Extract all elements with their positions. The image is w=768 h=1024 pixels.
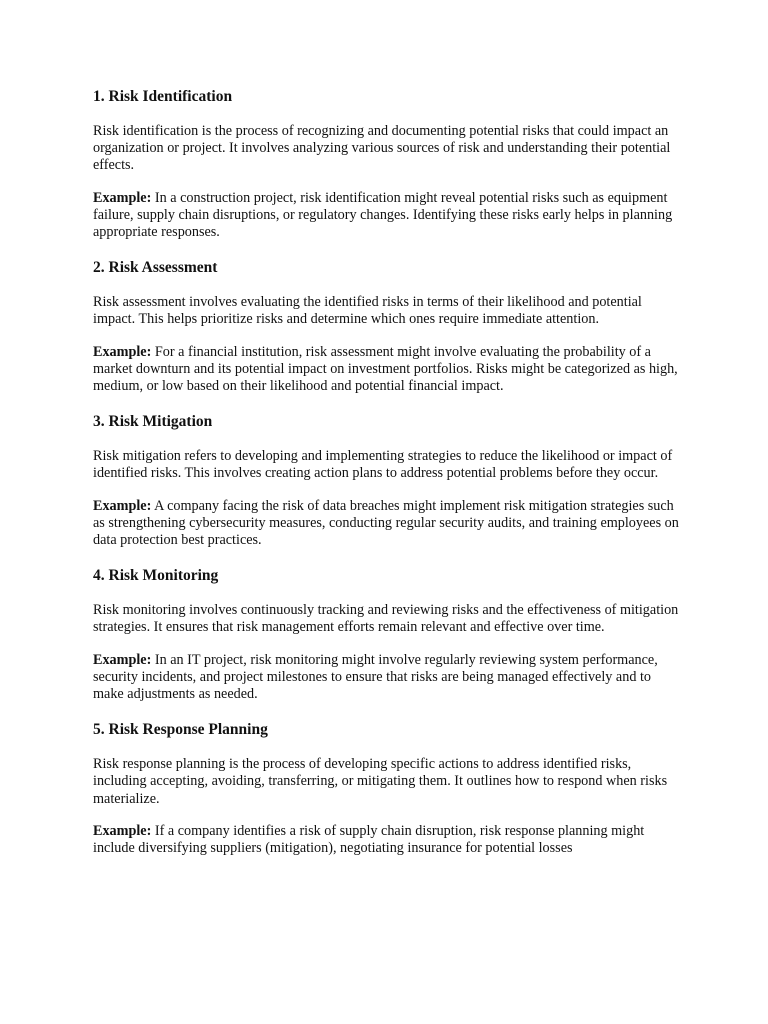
example-label: Example: bbox=[93, 651, 152, 668]
section-body: Risk assessment involves evaluating the identified risks in terms of their likelihood and potential impact. This helps prioritize risks and determine which ones require immediate attention. bbox=[93, 294, 642, 328]
example-label: Example: bbox=[93, 822, 152, 839]
document-page bbox=[93, 86, 683, 857]
example-paragraph bbox=[93, 498, 683, 550]
example-text: In a construction project, risk identification might reveal potential risks such as equipment failure, supply chain disruptions, or regulatory changes. Identifying these risks early helps in planning appropriate responses. bbox=[93, 189, 673, 241]
section-body: Risk monitoring involves continuously tracking and reviewing risks and the effectiveness of mitigation strategies. It ensures that risk management efforts remain relevant and effective over time. bbox=[93, 602, 679, 636]
example-text: For a financial institution, risk assessment might involve evaluating the probability of a market downturn and its potential impact on investment portfolios. Risks might be categorized as high, medium, or low based on their likelihood and potential financial impact. bbox=[93, 343, 678, 395]
example-label: Example: bbox=[93, 189, 152, 206]
example-paragraph bbox=[93, 823, 683, 857]
example-text: In an IT project, risk monitoring might involve regularly reviewing system performance, security incidents, and project milestones to ensure that risks are being managed effectively and to make adjustments as needed. bbox=[93, 651, 658, 703]
section-heading: 2. Risk Assessment bbox=[93, 259, 218, 277]
section-body: Risk mitigation refers to developing and implementing strategies to reduce the likelihood or impact of identified risks. This involves creating action plans to address potential problems before they occur. bbox=[93, 448, 673, 482]
section-heading: 1. Risk Identification bbox=[93, 88, 233, 105]
section-heading: 3. Risk Mitigation bbox=[93, 413, 213, 431]
example-paragraph bbox=[93, 344, 683, 396]
section-risk-response-planning bbox=[93, 719, 683, 857]
section-body: Risk identification is the process of recognizing and documenting potential risks that could impact an organization or project. It involves analyzing various sources of risk and understanding their potential effects. bbox=[93, 123, 671, 174]
example-text: If a company identifies a risk of supply chain disruption, risk response planning might include diversifying suppliers (mitigation), negotiating insurance for potential losses bbox=[93, 822, 645, 857]
section-heading: 4. Risk Monitoring bbox=[93, 567, 219, 585]
example-paragraph bbox=[93, 190, 683, 242]
example-label: Example: bbox=[93, 497, 152, 514]
section-risk-identification bbox=[93, 86, 683, 241]
example-text: A company facing the risk of data breaches might implement risk mitigation strategies such as strengthening cybersecurity measures, conducting regular security audits, and training employees on data protection best practices. bbox=[93, 497, 679, 549]
example-label: Example: bbox=[93, 343, 152, 360]
section-body: Risk response planning is the process of developing specific actions to address identified risks, including accepting, avoiding, transferring, or mitigating them. It outlines how to respond when risks materialize. bbox=[93, 756, 668, 807]
section-risk-mitigation bbox=[93, 411, 683, 549]
section-heading: 5. Risk Response Planning bbox=[93, 721, 268, 739]
example-paragraph bbox=[93, 652, 683, 704]
section-risk-assessment bbox=[93, 257, 683, 395]
section-risk-monitoring bbox=[93, 565, 683, 703]
